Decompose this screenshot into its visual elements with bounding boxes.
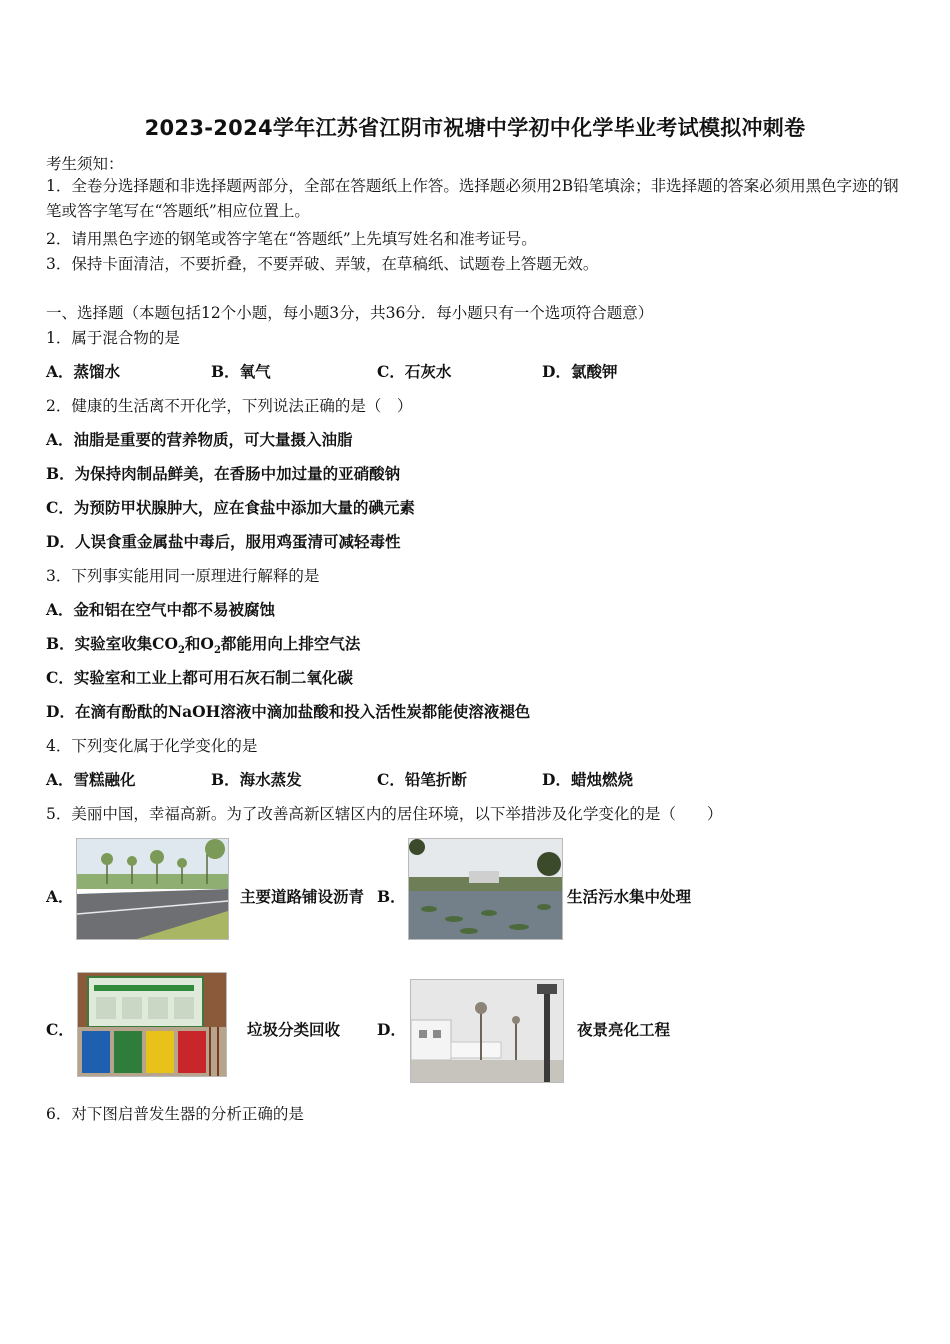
road-photo — [76, 838, 229, 940]
q5-option-b-text: 生活污水集中处理 — [567, 887, 692, 906]
q2-option-a: A．油脂是重要的营养物质，可大量摄入油脂 — [46, 430, 353, 449]
notice-item-1: 1．全卷分选择题和非选择题两部分，全部在答题纸上作答。选择题必须用2B铅笔填涂；非选择题的答案必须用黑色字迹的钢笔或答字笔写在“答题纸”相应位置上。 — [46, 177, 899, 220]
q2-option-c: C．为预防甲状腺肿大，应在食盐中添加大量的碘元素 — [46, 498, 415, 517]
q6-stem: 6．对下图启普发生器的分析正确的是 — [46, 1105, 304, 1123]
q3-option-b — [46, 632, 360, 656]
notice-item-3: 3．保持卡面清洁，不要折叠，不要弄破、弄皱，在草稿纸、试题卷上答题无效。 — [46, 255, 599, 273]
q3-option-b-suffix: 都能用向上排空气法 — [220, 634, 361, 653]
q1-option-b: B．氧气 — [211, 362, 271, 381]
q1-option-a: A．蒸馏水 — [46, 362, 121, 381]
q1-option-d: D．氯酸钾 — [542, 362, 618, 381]
q5-option-d-letter: D． — [377, 1020, 406, 1039]
q4-option-c: C．铅笔折断 — [377, 770, 467, 789]
q4-option-b: B．海水蒸发 — [211, 770, 302, 789]
water-treatment-photo — [408, 838, 563, 940]
q5-option-c-text: 垃圾分类回收 — [247, 1020, 341, 1039]
q3-option-c: C．实验室和工业上都可用石灰石制二氧化碳 — [46, 668, 353, 687]
q4-option-d: D．蜡烛燃烧 — [542, 770, 633, 789]
q5-option-a-text: 主要道路铺设沥青 — [240, 887, 365, 906]
q3-option-b-sub2: 2 — [213, 645, 221, 657]
q4-stem: 4．下列变化属于化学变化的是 — [46, 737, 258, 755]
q5-option-b-letter: B． — [377, 887, 406, 906]
q4-option-a: A．雪糕融化 — [46, 770, 136, 789]
notice-heading: 考生须知： — [46, 155, 124, 173]
notice-item-2: 2．请用黑色字迹的钢笔或答字笔在“答题纸”上先填写姓名和准考证号。 — [46, 230, 537, 248]
q5-option-c-letter: C． — [46, 1020, 74, 1039]
q2-stem: 2．健康的生活离不开化学，下列说法正确的是（ ） — [46, 397, 413, 415]
q3-option-a: A．金和铝在空气中都不易被腐蚀 — [46, 600, 276, 619]
garbage-sorting-photo — [77, 972, 227, 1077]
q2-option-d: D．人误食重金属盐中毒后，服用鸡蛋清可减轻毒性 — [46, 532, 401, 551]
q5-option-a-letter: A． — [46, 887, 74, 906]
q3-stem: 3．下列事实能用同一原理进行解释的是 — [46, 567, 320, 585]
q3-option-b-mid: 和O — [184, 634, 214, 653]
q3-option-b-sub1: 2 — [177, 645, 185, 657]
q5-stem: 5．美丽中国，幸福高新。为了改善高新区辖区内的居住环境，以下举措涉及化学变化的是（ ） — [46, 805, 723, 823]
page-title: 2023-2024学年江苏省江阴市祝塘中学初中化学毕业考试模拟冲刺卷 — [144, 116, 806, 140]
q3-option-d: D．在滴有酚酞的NaOH溶液中滴加盐酸和投入活性炭都能使溶液褪色 — [46, 702, 531, 721]
q2-option-b: B．为保持肉制品鲜美，在香肠中加过量的亚硝酸钠 — [46, 464, 401, 483]
night-lighting-photo — [410, 979, 564, 1083]
q5-option-d-text: 夜景亮化工程 — [577, 1020, 671, 1039]
section-heading: 一、选择题（本题包括12个小题，每小题3分，共36分．每小题只有一个选项符合题意） — [46, 304, 654, 322]
q3-option-b-prefix: B．实验室收集CO — [46, 634, 178, 653]
q1-stem: 1．属于混合物的是 — [46, 329, 180, 347]
q1-option-c: C．石灰水 — [377, 362, 452, 381]
